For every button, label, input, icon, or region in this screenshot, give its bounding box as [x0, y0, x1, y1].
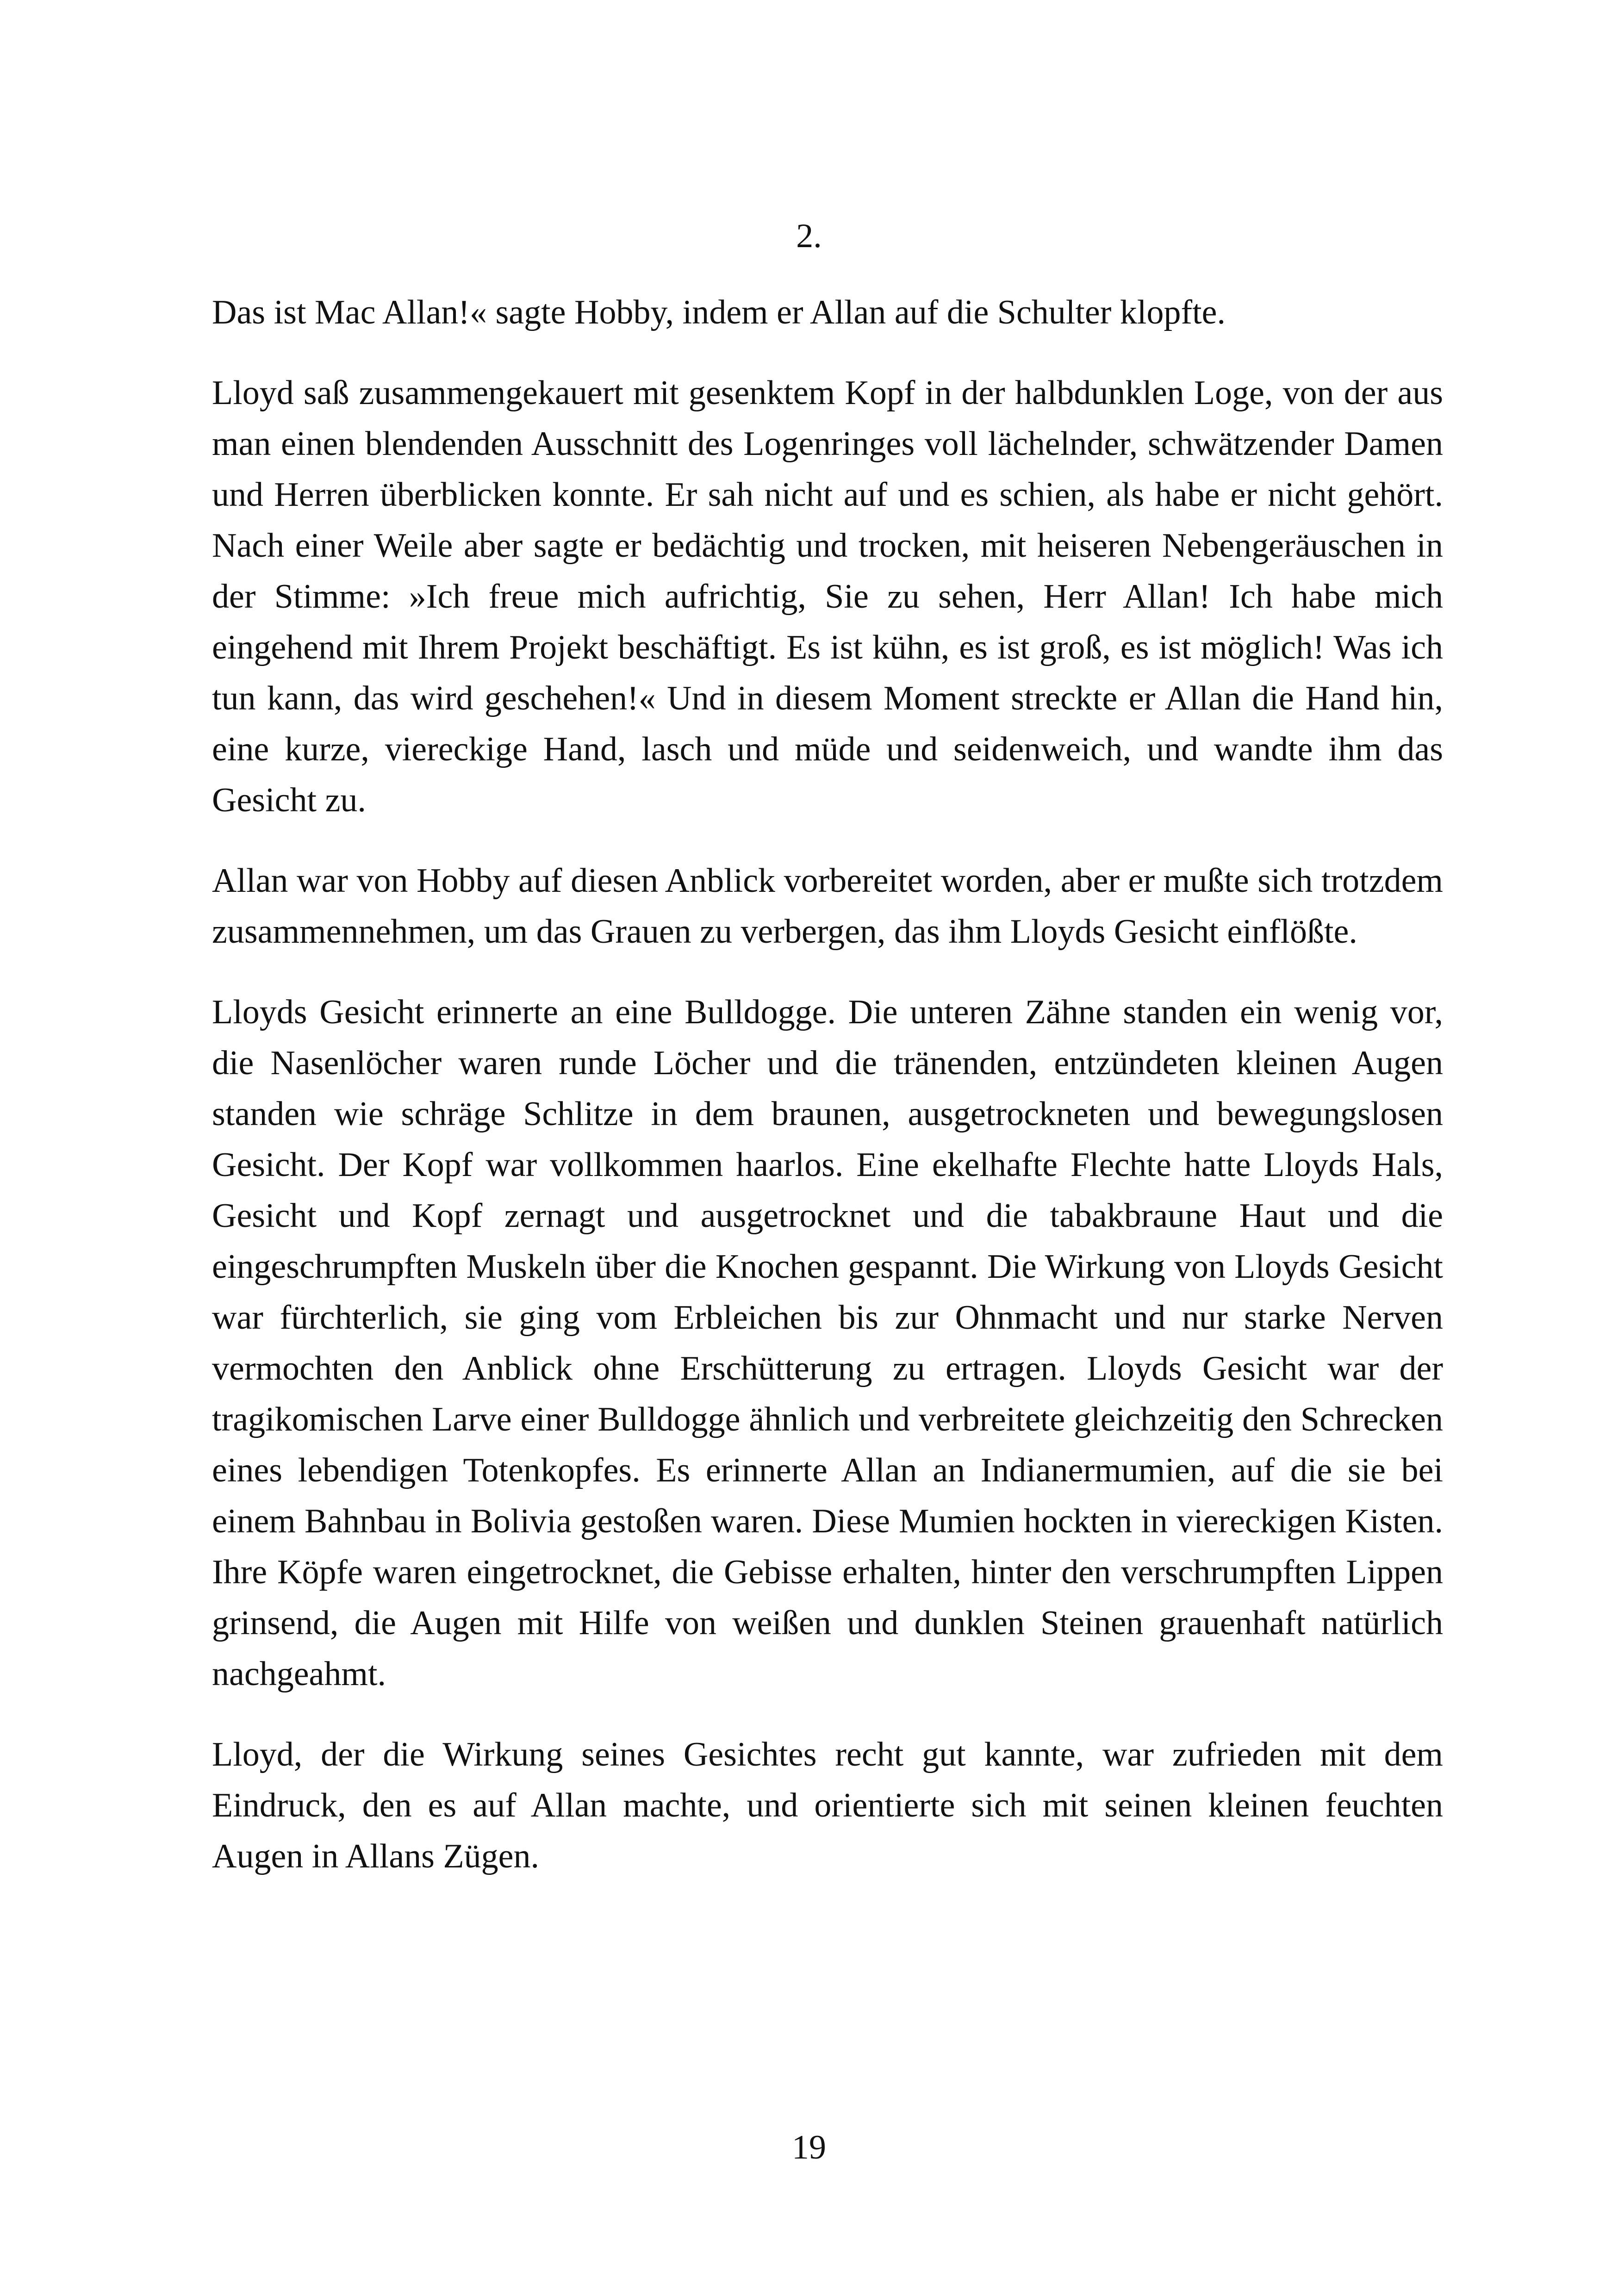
- section-heading: 2.: [796, 217, 822, 255]
- page-number: 19: [792, 2128, 826, 2166]
- paragraph-2: Lloyd saß zusammengekauert mit gesenktem Kopf in der halbdunklen Loge, von der aus man einen blendenden Ausschnitt des Logenringes voll lächelnder, schwätzender Damen und Herren überblicken konnte. Er sah nicht auf und es schien, als habe er nicht gehört. Nach einer Weile aber sagte er bedächtig und trocken, mit heiseren Nebengeräuschen in der Stimme: »Ich freue mich aufrichtig, Sie zu sehen, Herr Allan! Ich habe mich eingehend mit Ihrem Projekt beschäftigt. Es ist kühn, es ist groß, es ist möglich! Was ich tun kann, das wird geschehen!« Und in diesem Moment streckte er Allan die Hand hin, eine kurze, viereckige Hand, lasch und müde und seidenweich, und wandte ihm das Gesicht zu.: [212, 374, 1443, 819]
- body-text: [212, 287, 1443, 1911]
- paragraph-5: Lloyd, der die Wirkung seines Gesichtes recht gut kannte, war zufrieden mit dem Eindruck, den es auf Allan machte, und orientierte sich mit seinen kleinen feuchten Augen in Allans Zügen.: [212, 1736, 1443, 1875]
- paragraph-4: Lloyds Gesicht erinnerte an eine Bulldogge. Die unteren Zähne standen ein wenig vor, die Nasenlöcher waren runde Löcher und die tränenden, entzündeten kleinen Augen standen wie schräge Schlitze in dem braunen, ausgetrockneten und bewegungslosen Gesicht. Der Kopf war vollkommen haarlos. Eine ekelhafte Flechte hatte Lloyds Hals, Gesicht und Kopf zernagt und ausgetrocknet und die tabakbraune Haut und die eingeschrumpften Muskeln über die Knochen gespannt. Die Wirkung von Lloyds Gesicht war fürchterlich, sie ging vom Erbleichen bis zur Ohnmacht und nur starke Nerven vermochten den Anblick ohne Erschütterung zu ertragen. Lloyds Gesicht war der tragikomischen Larve einer Bulldogge ähnlich und verbreitete gleichzeitig den Schrecken eines lebendigen Totenkopfes. Es erinnerte Allan an Indianermumien, auf die sie bei einem Bahnbau in Bolivia gestoßen waren. Diese Mumien hockten in viereckigen Kisten. Ihre Köpfe waren eingetrocknet, die Gebisse erhalten, hinter den verschrumpften Lippen grinsend, die Augen mit Hilfe von weißen und dunklen Steinen grauenhaft natürlich nachgeahmt.: [212, 993, 1443, 1693]
- paragraph-3: Allan war von Hobby auf diesen Anblick vorbereitet worden, aber er mußte sich trotzdem zusammennehmen, um das Grauen zu verbergen, das ihm Lloyds Gesicht einflößte.: [212, 862, 1443, 951]
- paragraph-1: Das ist Mac Allan!« sagte Hobby, indem er Allan auf die Schulter klopfte.: [212, 293, 1226, 331]
